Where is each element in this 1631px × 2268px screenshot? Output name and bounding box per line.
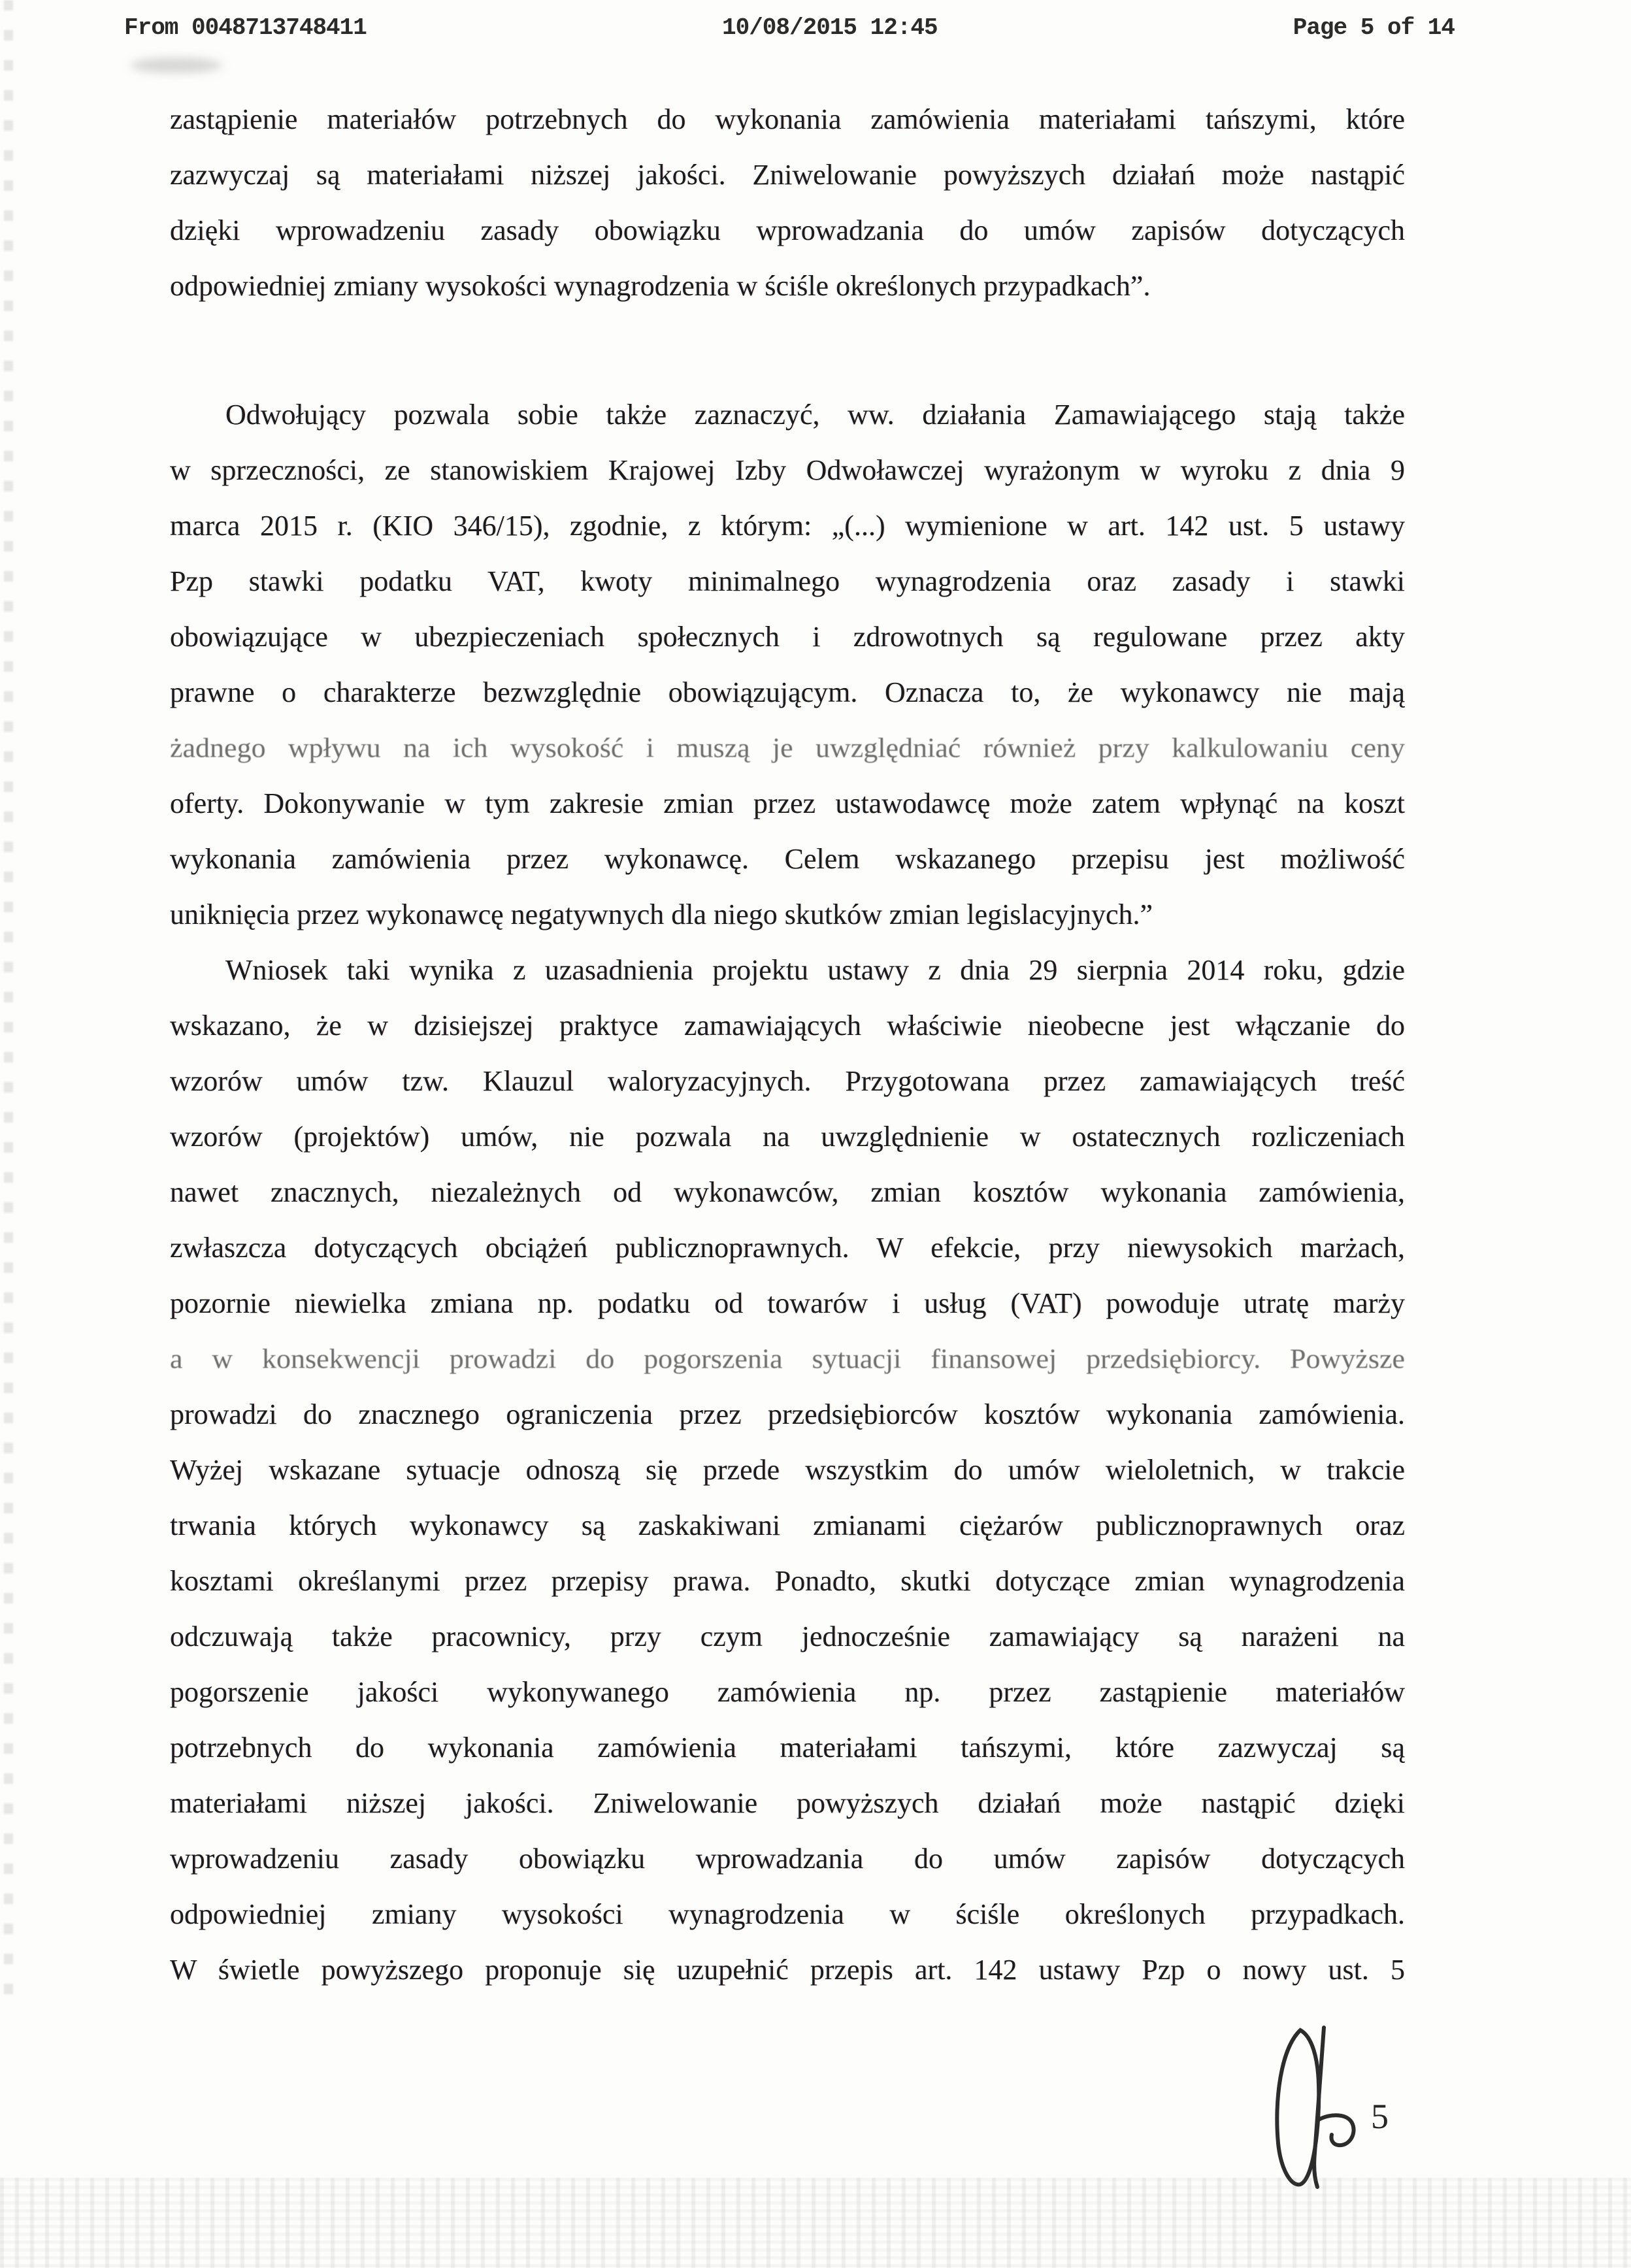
text-line: Wniosek taki wynika z uzasadnienia projektu ustawy z dnia 29 sierpnia 2014 roku, gdzie <box>225 954 1405 986</box>
text-line: pogorszenie jakości wykonywanego zamówienia np. przez zastąpienie materiałów <box>170 1676 1405 1708</box>
text-line: nawet znacznych, niezależnych od wykonawców, zmian kosztów wykonania zamówienia, <box>170 1176 1405 1208</box>
signature-paraph-icon <box>1266 2022 1371 2195</box>
scan-smudge <box>131 58 222 73</box>
text-line: zwłaszcza dotyczących obciążeń publicznoprawnych. W efekcie, przy niewysokich marżach, <box>170 1232 1405 1264</box>
text-line: wprowadzeniu zasady obowiązku wprowadzania do umów zapisów dotyczących <box>170 1843 1405 1875</box>
text-line: zazwyczaj są materiałami niższej jakości. Zniwelowanie powyższych działań może nastąpić <box>170 159 1405 191</box>
fax-datetime: 10/08/2015 12:45 <box>721 14 938 41</box>
paragraph <box>170 387 1405 942</box>
text-line: wzorów (projektów) umów, nie pozwala na uwzględnienie w ostatecznych rozliczeniach <box>170 1121 1405 1153</box>
text-line: pozornie niewielka zmiana np. podatku od towarów i usług (VAT) powoduje utratę marży <box>170 1287 1405 1319</box>
page-number: 5 <box>1371 2097 1389 2136</box>
text-line: potrzebnych do wykonania zamówienia materiałami tańszymi, które zazwyczaj są <box>170 1732 1405 1764</box>
text-line: trwania których wykonawcy są zaskakiwani zmianami ciężarów publicznoprawnych oraz <box>170 1509 1405 1541</box>
text-line: prawne o charakterze bezwzględnie obowiązującym. Oznacza to, że wykonawcy nie mają <box>170 676 1405 708</box>
paragraph <box>170 942 1405 1997</box>
text-line: Pzp stawki podatku VAT, kwoty minimalnego wynagrodzenia oraz zasady i stawki <box>170 565 1405 597</box>
paragraph <box>170 91 1405 314</box>
text-line: wzorów umów tzw. Klauzul waloryzacyjnych. Przygotowana przez zamawiających treść <box>170 1065 1405 1097</box>
text-line: wskazano, że w dzisiejszej praktyce zamawiających właściwie nieobecne jest włączanie do <box>170 1010 1405 1042</box>
text-line: żadnego wpływu na ich wysokość i muszą je uwzględniać również przy kalkulowaniu ceny <box>170 732 1405 764</box>
text-line: kosztami określanymi przez przepisy prawa. Ponadto, skutki dotyczące zmian wynagrodzenia <box>170 1565 1405 1597</box>
text-line: odpowiedniej zmiany wysokości wynagrodzenia w ściśle określonych przypadkach”. <box>170 270 1151 302</box>
text-line: obowiązujące w ubezpieczeniach społecznych i zdrowotnych są regulowane przez akty <box>170 621 1405 653</box>
fax-from: From 0048713748411 <box>124 14 367 41</box>
text-line: odczuwają także pracownicy, przy czym jednocześnie zamawiający są narażeni na <box>170 1620 1405 1652</box>
text-line: dzięki wprowadzeniu zasady obowiązku wprowadzania do umów zapisów dotyczących <box>170 214 1405 246</box>
text-line: Wyżej wskazane sytuacje odnoszą się przede wszystkim do umów wieloletnich, w trakcie <box>170 1454 1405 1486</box>
fax-page-indicator: Page 5 of 14 <box>1293 14 1455 41</box>
text-line: prowadzi do znacznego ograniczenia przez przedsiębiorców kosztów wykonania zamówienia. <box>170 1398 1405 1430</box>
text-line: materiałami niższej jakości. Zniwelowanie powyższych działań może nastąpić dzięki <box>170 1787 1405 1819</box>
text-line: a w konsekwencji prowadzi do pogorszenia sytuacji finansowej przedsiębiorcy. Powyższe <box>170 1343 1405 1375</box>
text-line: oferty. Dokonywanie w tym zakresie zmian przez ustawodawcę może zatem wpłynąć na koszt <box>170 787 1405 819</box>
text-line: W świetle powyższego proponuje się uzupełnić przepis art. 142 ustawy Pzp o nowy ust. 5 <box>170 1954 1405 1986</box>
text-line: zastąpienie materiałów potrzebnych do wykonania zamówienia materiałami tańszymi, które <box>170 103 1405 135</box>
text-line: marca 2015 r. (KIO 346/15), zgodnie, z którym: „(...) wymienione w art. 142 ust. 5 ustawy <box>170 510 1405 542</box>
text-line: odpowiedniej zmiany wysokości wynagrodzenia w ściśle określonych przypadkach. <box>170 1898 1405 1930</box>
document-body <box>170 91 1405 1997</box>
signature-block <box>1266 2022 1371 2195</box>
scan-edge-artifact-left <box>4 0 13 1999</box>
fax-header <box>124 14 1455 41</box>
scan-noise-band <box>0 2178 1631 2268</box>
text-line: w sprzeczności, ze stanowiskiem Krajowej Izby Odwoławczej wyrażonym w wyroku z dnia 9 <box>170 454 1405 486</box>
text-line: wykonania zamówienia przez wykonawcę. Celem wskazanego przepisu jest możliwość <box>170 843 1405 875</box>
text-line: uniknięcia przez wykonawcę negatywnych dla niego skutków zmian legislacyjnych.” <box>170 898 1153 930</box>
text-line: Odwołujący pozwala sobie także zaznaczyć, ww. działania Zamawiającego stają także <box>225 399 1405 431</box>
